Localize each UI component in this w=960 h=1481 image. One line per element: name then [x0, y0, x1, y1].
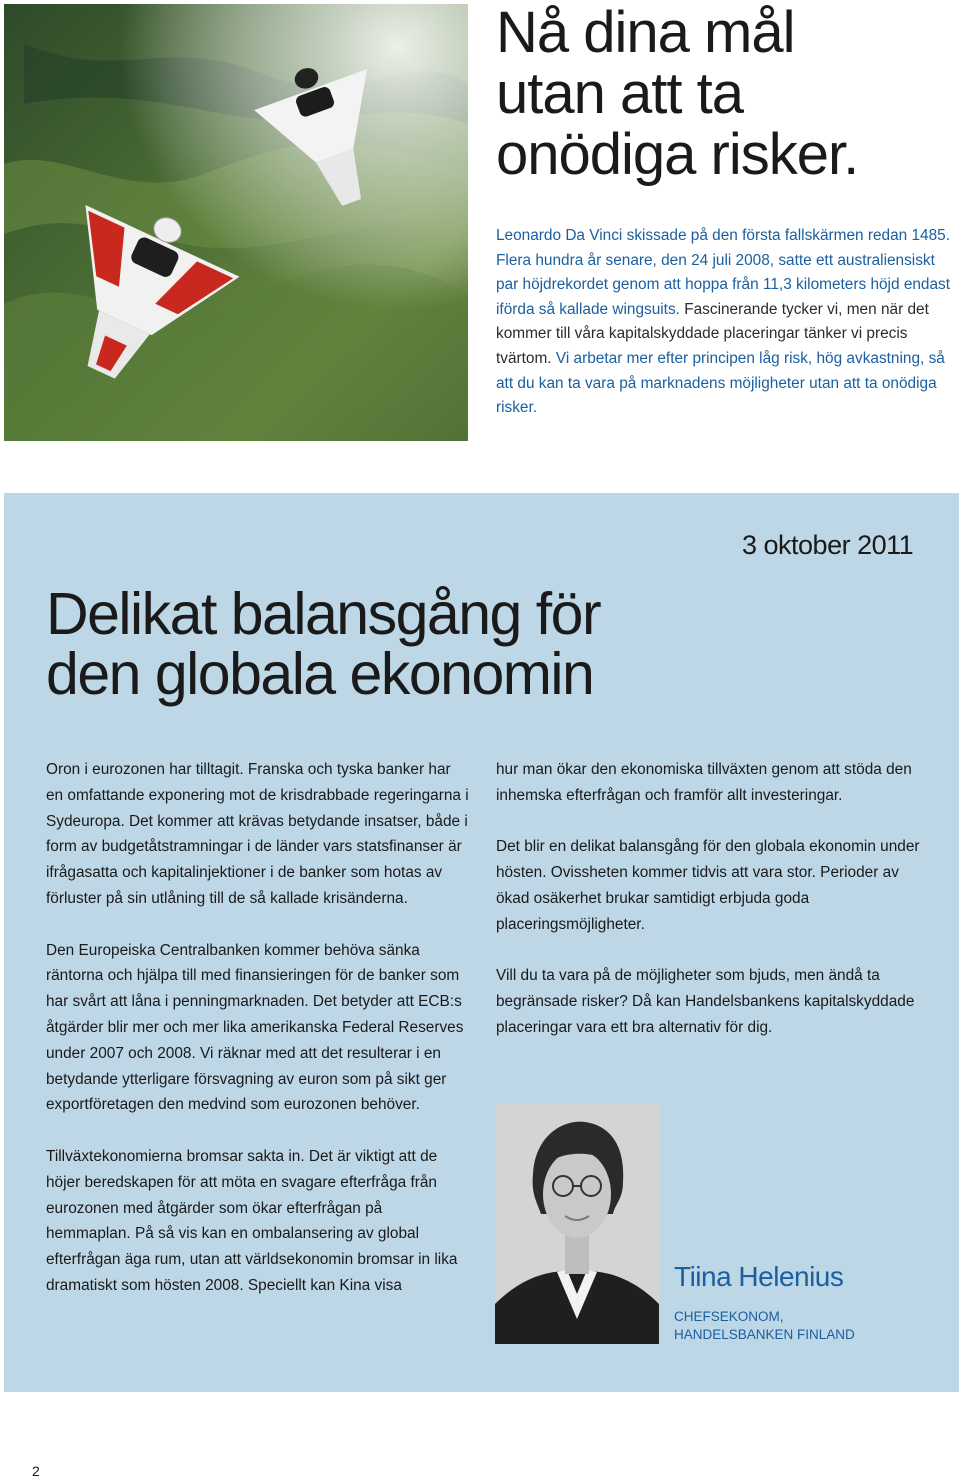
body-paragraph: Vill du ta vara på de möjligheter som bjuds, men ändå ta begränsade risker? Då kan Handelsbankens kapitalskyddade placeringar vara ett bra alternativ för dig. — [496, 967, 915, 1036]
intro-text-gray: Fascinerande tycker vi, men när det kommer till våra kapitalskyddade placeringar tänker vi precis tvärtom. — [496, 300, 929, 367]
article-column-left — [46, 757, 471, 1325]
page-number: 2 — [32, 1463, 40, 1479]
author-title — [674, 1308, 855, 1344]
author-portrait — [495, 1104, 659, 1344]
article-column-right — [496, 757, 921, 1067]
wingsuit-photo — [4, 4, 468, 441]
article-date: 3 oktober 2011 — [742, 530, 914, 560]
intro-paragraph — [496, 224, 954, 421]
body-paragraph: Oron i eurozonen har tilltagit. Franska och tyska banker har en omfattande exponering mot de krisdrabbade regeringarna i Sydeuropa. Det kommer att krävas betydande insatser, både i form av budgetåtstramningar i de länder vars statsfinanser är ifrågasatta och kapitalinjektioner i de banker som hotas av förluster på sin utlåning till de så kallade krisänderna. — [46, 761, 469, 907]
title-line: den globala ekonomin — [46, 641, 594, 707]
headline-line: Nå dina mål — [496, 0, 795, 65]
headline-line: utan att ta — [496, 61, 743, 126]
title-line: Delikat balansgång för — [46, 581, 601, 647]
body-paragraph: hur man ökar den ekonomiska tillväxten genom att stöda den inhemska efterfrågan och framför allt investeringar. — [496, 761, 912, 804]
intro-text: Leonardo Da Vinci skissade på den första fallskärmen redan 1485. Flera hundra år senare, den 24 juli 2008, satte ett australiensiskt par höjdrekordet genom att hoppa från 11,3 kilometers höjd endast iförda så kallade wingsuits. — [496, 227, 951, 318]
author-title-line: CHEFSEKONOM, — [674, 1309, 784, 1324]
article-title — [46, 581, 686, 707]
intro-text: Vi arbetar mer efter principen låg risk, hög avkastning, så att du kan ta vara på marknadens möjligheter utan att ta onödiga risker. — [496, 349, 945, 417]
body-paragraph: Det blir en delikat balansgång för den globala ekonomin under hösten. Ovissheten kommer tidvis att vara stor. Perioder av ökad osäkerhet brukar samtidigt erbjuda goda placeringsmöjligheter. — [496, 838, 920, 933]
page-headline — [496, 2, 936, 185]
author-title-line: HANDELSBANKEN FINLAND — [674, 1327, 855, 1342]
headline-line: onödiga risker. — [496, 122, 859, 187]
body-paragraph: Tillväxtekonomierna bromsar sakta in. Det är viktigt att de höjer beredskapen för att möta en svagare efterfråga från eurozonen med åtgärder som ökar efterfrågan på hemmaplan. På så vis kan en ombalansering av global efterfrågan äga rum, utan att världsekonomin bromsar in lika dramatiskt som hösten 2008. Speciellt kan Kina visa — [46, 1147, 458, 1294]
body-paragraph: Den Europeiska Centralbanken kommer behöva sänka räntorna och hjälpa till med finansieringen för de banker som har svårt att låna i penningmarknaden. Det betyder att ECB:s åtgärder blir mer och mer lika amerikanska Federal Reserves under 2007 och 2008. Vi räknar med att det resulterar i en betydande ytterligare försvagning av euron som på sikt ger exportföretagen den medvind som eurozonen behöver. — [46, 941, 464, 1114]
author-name: Tiina Helenius — [674, 1261, 844, 1292]
